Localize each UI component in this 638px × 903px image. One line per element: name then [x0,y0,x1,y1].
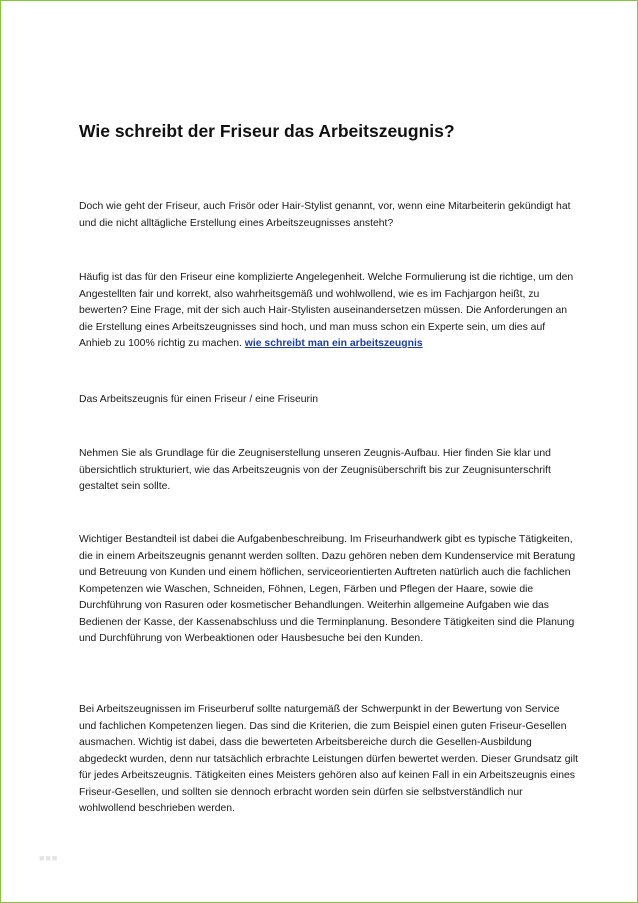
paragraph-complexity [79,270,579,353]
arbeitszeugnis-link[interactable]: wie schreibt man ein arbeitszeugnis [244,338,423,349]
paragraph-subheading: Das Arbeitszeugnis für einen Friseur / eine Friseurin [79,394,319,405]
document-title: Wie schreibt der Friseur das Arbeitszeugnis? [79,121,455,141]
paragraph-structure: Nehmen Sie als Grundlage für die Zeugniserstellung unseren Zeugnis-Aufbau. Hier finden Sie klar und übersichtlich strukturiert, wie das Arbeitszeugnis von der Zeugnisüberschrift bis zur Zeugnisunterschrift gestaltet sein sollte. [79,448,551,492]
paragraph-complexity-text: Häufig ist das für den Friseur eine komplizierte Angelegenheit. Welche Formulierung ist die richtige, um den Angestellten fair und korrekt, also wahrheitsgemäß und wohlwollend, wie es im Fachjargon heißt, zu bewerten? Eine Frage, mit der sich auch Hair-Stylisten auseinandersetzen müssen. Die Anforderungen an die Erstellung eines Arbeitszeugnisses sind hoch, und man muss schon ein Experte sein, um dies auf Anhieb zu 100% richtig zu machen. [79,272,574,349]
paragraph-tasks: Wichtiger Bestandteil ist dabei die Aufgabenbeschreibung. Im Friseurhandwerk gibt es typische Tätigkeiten, die in einem Arbeitszeugnis genannt werden sollten. Dazu gehören neben dem Kundenservice mit Beratung und Betreuung von Kunden und einem höflichen, serviceorientierten Auftreten natürlich auch die fachlichen Kompetenzen wie Waschen, Schneiden, Föhnen, Legen, Färben und Pflegen der Haare, sowie die Durchführung von Rasuren oder kosmetischer Behandlungen. Weiterhin allgemeine Aufgaben wie das Bedienen der Kasse, der Kassenabschluss und die Terminplanung. Besondere Tätigkeiten sind die Planung und Durchführung von Werbeaktionen oder Hausbesuche bei den Kunden. [79,534,576,644]
paragraph-evaluation: Bei Arbeitszeugnissen im Friseurberuf sollte naturgemäß der Schwerpunkt in der Bewertung von Service und fachlichen Kompetenzen liegen. Das sind die Kriterien, die zum Beispiel einen guten Friseur-Gesellen ausmachen. Wichtig ist dabei, dass die bewerteten Arbeitsbereiche durch die Gesellen-Ausbildung abgedeckt wurden, denn nur tatsächlich erbrachte Leistungen dürfen bewertet werden. Dieser Grundsatz gilt für jedes Arbeitszeugnis. Tätigkeiten eines Meisters gehören also auf keinen Fall in ein Arbeitszeugnis eines Friseur-Gesellen, und sollten sie dennoch erbracht worden sein dürfen sie selbstverständlich nur wohlwollend beschrieben werden. [79,704,579,814]
paragraph-intro: Doch wie geht der Friseur, auch Frisör oder Hair-Stylist genannt, vor, wenn eine Mitarbeiterin gekündigt hat und die nicht alltägliche Erstellung eines Arbeitszeugnisses ansteht? [79,201,571,229]
watermark-mark: ■■■ [39,853,59,863]
